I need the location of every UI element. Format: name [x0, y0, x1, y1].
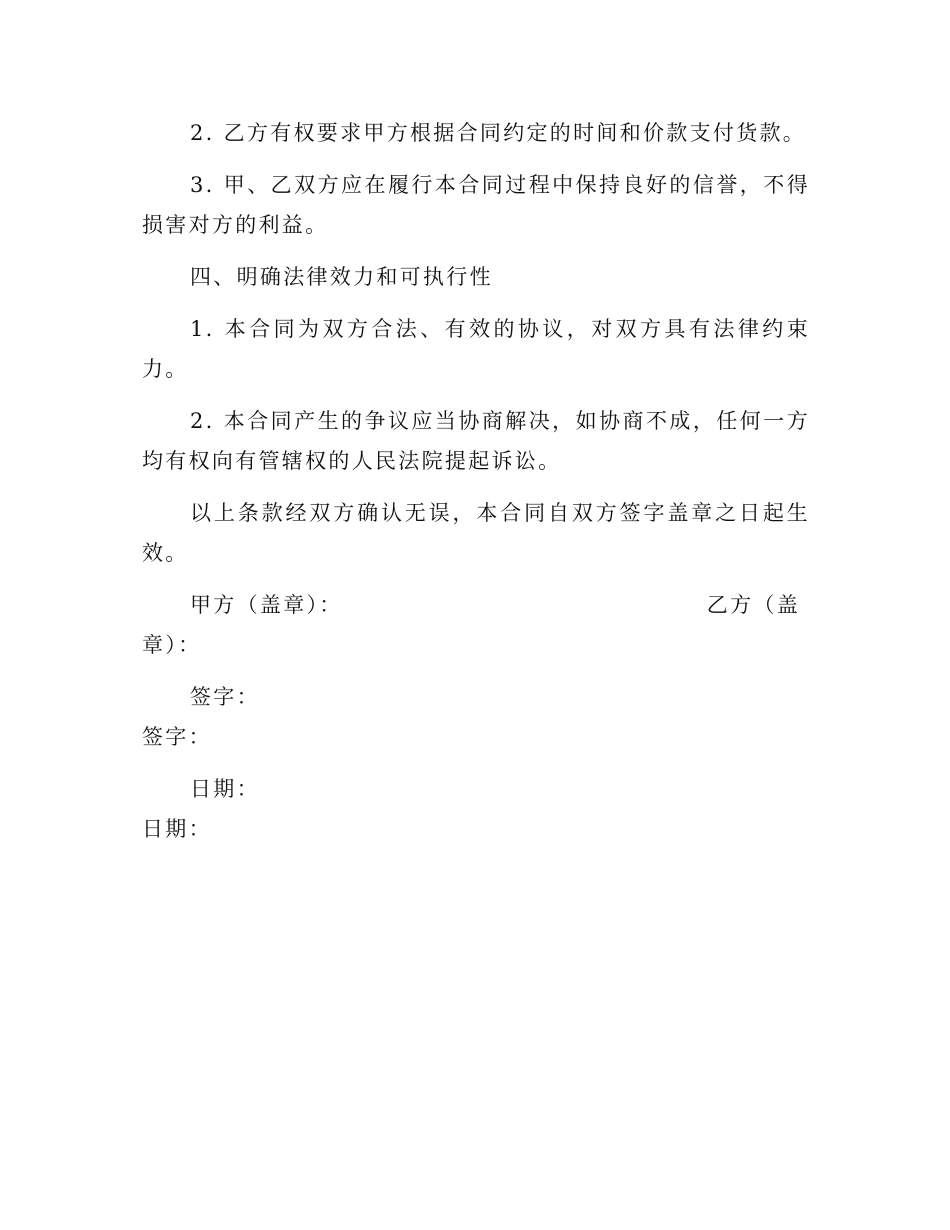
party-a-seal-label: 甲方（盖章）：	[190, 593, 343, 617]
seal-line-row-1	[142, 585, 810, 625]
seal-line-row-2	[142, 625, 810, 665]
date-line	[142, 769, 810, 849]
signature-line-row-2	[142, 717, 810, 757]
signature-line	[142, 677, 810, 757]
signature-line-row-1	[142, 677, 810, 717]
seal-line	[142, 585, 810, 665]
clause-2-paragraph: 2. 乙方有权要求甲方根据合同约定的时间和价款支付货款。	[190, 121, 807, 145]
closing-paragraph: 以上条款经双方确认无误，本合同自双方签字盖章之日起生效。	[142, 501, 810, 565]
clause-3-paragraph: 3. 甲、乙双方应在履行本合同过程中保持良好的信誉，不得损害对方的利益。	[142, 173, 810, 237]
date-line-row-2	[142, 809, 810, 849]
section-4-clause-2-paragraph: 2. 本合同产生的争议应当协商解决，如协商不成，任何一方均有权向有管辖权的人民法院提起诉讼。	[142, 409, 810, 473]
party-b-signature-label: 签字：	[142, 725, 212, 749]
party-b-seal-label-part2: 章）：	[142, 633, 202, 657]
date-line-row-1	[142, 769, 810, 809]
section-4-clause-1-paragraph: 1. 本合同为双方合法、有效的协议，对双方具有法律约束力。	[142, 317, 810, 381]
section-4-heading: 四、明确法律效力和可执行性	[190, 265, 493, 289]
party-a-signature-label: 签字：	[190, 685, 260, 709]
document-body	[142, 113, 810, 861]
party-b-seal-label-part1: 乙方（盖	[706, 593, 800, 617]
party-b-date-label: 日期：	[142, 817, 212, 841]
party-a-date-label: 日期：	[190, 777, 260, 801]
